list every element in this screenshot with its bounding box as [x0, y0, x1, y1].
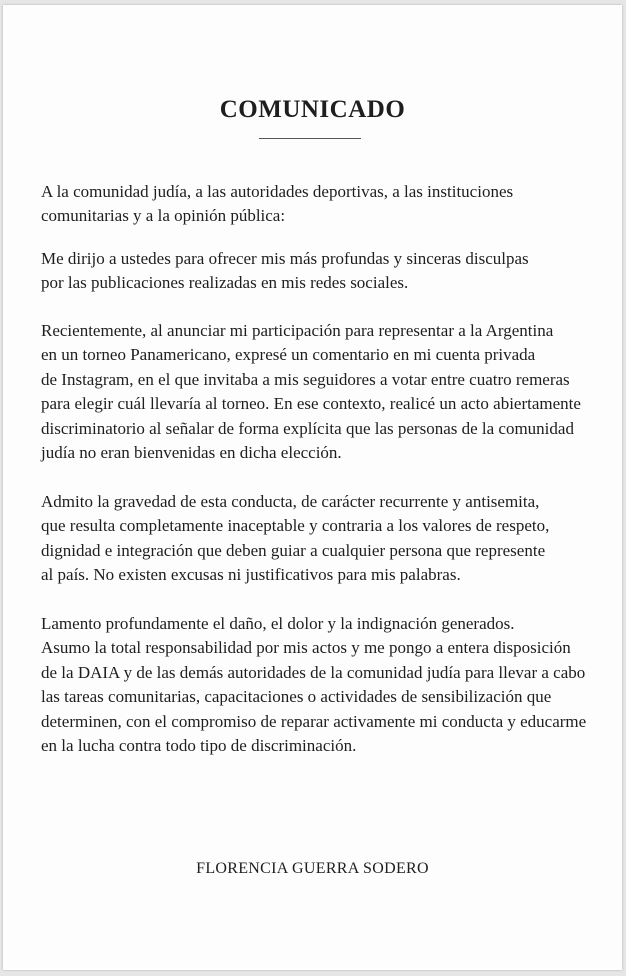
- statement-page: [3, 5, 622, 970]
- text-line: en la lucha contra todo tipo de discriminación.: [41, 736, 357, 756]
- paragraph-context: [41, 319, 601, 465]
- paragraph-apology: [41, 247, 601, 296]
- text-line: que resulta completamente inaceptable y contraria a los valores de respeto,: [41, 516, 550, 536]
- text-line: de la DAIA y de las demás autoridades de la comunidad judía para llevar a cabo: [41, 662, 586, 682]
- text-line: comunitarias y a la opinión pública:: [41, 206, 286, 226]
- paragraph-admission: [41, 490, 601, 588]
- text-line: A la comunidad judía, a las autoridades deportivas, a las instituciones: [41, 182, 514, 201]
- text-line: Me dirijo a ustedes para ofrecer mis más profundas y sinceras disculpas: [41, 249, 529, 268]
- paragraph-greeting: [41, 180, 601, 229]
- paragraph-commitment: [41, 612, 601, 758]
- signature: FLORENCIA GUERRA SODERO: [196, 860, 429, 877]
- text-line: las tareas comunitarias, capacitaciones o actividades de sensibilización que: [41, 687, 552, 707]
- text-line: al país. No existen excusas ni justificativos para mis palabras.: [41, 565, 461, 585]
- page-title: COMUNICADO: [219, 96, 406, 123]
- text-line: judía no eran bienvenidas en dicha elección.: [41, 443, 342, 463]
- text-line: Recientemente, al anunciar mi participación para representar a la Argentina: [41, 321, 554, 340]
- text-line: Admito la gravedad de esta conducta, de carácter recurrente y antisemita,: [41, 492, 540, 511]
- text-line: de Instagram, en el que invitaba a mis seguidores a votar entre cuatro remeras: [41, 369, 570, 389]
- title-divider: [259, 138, 361, 139]
- text-line: dignidad e integración que deben guiar a cualquier persona que represente: [41, 540, 546, 560]
- text-line: discriminatorio al señalar de forma explícita que las personas de la comunidad: [41, 418, 574, 438]
- text-line: Lamento profundamente el daño, el dolor y la indignación generados.: [41, 614, 515, 633]
- text-line: Asumo la total responsabilidad por mis actos y me pongo a entera disposición: [41, 638, 571, 658]
- text-line: determinen, con el compromiso de reparar activamente mi conducta y educarme: [41, 711, 587, 731]
- text-line: para elegir cuál llevaría al torneo. En ese contexto, realicé un acto abiertamente: [41, 394, 581, 414]
- text-line: en un torneo Panamericano, expresé un comentario en mi cuenta privada: [41, 345, 536, 365]
- text-line: por las publicaciones realizadas en mis redes sociales.: [41, 273, 409, 293]
